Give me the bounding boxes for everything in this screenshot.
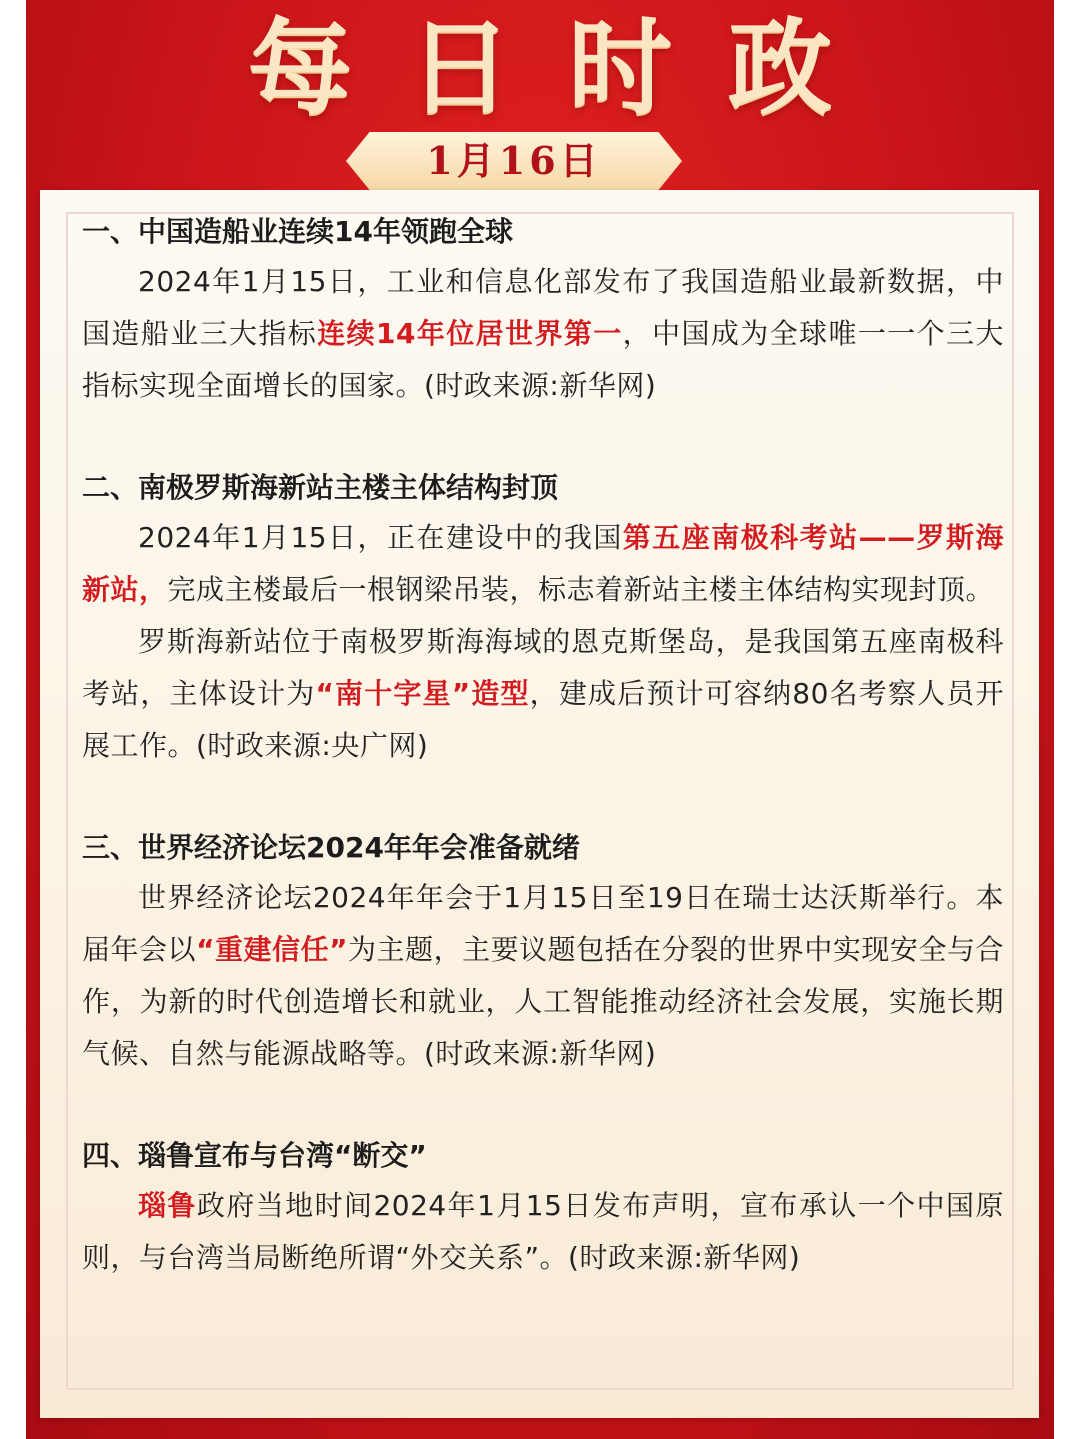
news-paragraph [82, 512, 1004, 616]
paragraph-text: 2024年1月15日，工业和信息化部发布了我国造船业最新数据，中国造船业三大指标 [82, 265, 1004, 350]
paragraph-text: ，建成后预计可容纳80名考察人员开展工作。(时政来源:央广网) [82, 677, 1004, 762]
news-item-2 [82, 464, 1004, 772]
news-heading: 二、南极罗斯海新站主楼主体结构封顶 [82, 471, 559, 504]
paragraph-text: 为主题，主要议题包括在分裂的世界中实现安全与合作，为新的时代创造增长和就业，人工智能推动经济社会发展，实施长期气候、自然与能源战略等。(时政来源:新华网) [82, 933, 1004, 1070]
news-heading: 四、瑙鲁宣布与台湾“断交” [82, 1139, 427, 1172]
news-heading: 三、世界经济论坛2024年年会准备就绪 [82, 831, 580, 864]
news-paragraph [82, 872, 1004, 1080]
highlight-text: “重建信任” [196, 933, 349, 966]
paragraph-text: 罗斯海新站位于南极罗斯海海域的恩克斯堡岛，是我国第五座南极科考站，主体设计为 [82, 625, 1004, 710]
paragraph-text: 2024年1月15日，正在建设中的我国 [138, 521, 623, 554]
news-paragraph [82, 1180, 1004, 1284]
paragraph-text: 政府当地时间2024年1月15日发布声明，宣布承认一个中国原则，与台湾当局断绝所谓“外交关系”。(时政来源:新华网) [82, 1189, 1004, 1274]
page-title: 每日时政 [247, 6, 888, 129]
highlight-text: 连续14年位居世界第一 [317, 317, 623, 350]
highlight-text: 第五座南极科考站——罗斯海新站， [82, 521, 1004, 606]
news-item-4 [82, 1132, 1004, 1284]
news-list [82, 208, 1004, 1336]
paragraph-text: 世界经济论坛2024年年会于1月15日至19日在瑞士达沃斯举行。本届年会以 [82, 881, 1004, 966]
highlight-text: “南十字星”造型 [315, 677, 530, 710]
news-paragraph [82, 616, 1004, 772]
paragraph-text: ，中国成为全球唯一一个三大指标实现全面增长的国家。(时政来源:新华网) [82, 317, 1004, 402]
paragraph-text: 完成主楼最后一根钢梁吊装，标志着新站主楼主体结构实现封顶。 [167, 573, 995, 606]
news-paragraph [82, 256, 1004, 412]
news-item-3 [82, 824, 1004, 1080]
news-heading: 一、中国造船业连续14年领跑全球 [82, 215, 513, 248]
news-item-1 [82, 208, 1004, 412]
highlight-text: 瑙鲁 [138, 1189, 197, 1222]
date-label: 1月16日 [426, 138, 602, 183]
